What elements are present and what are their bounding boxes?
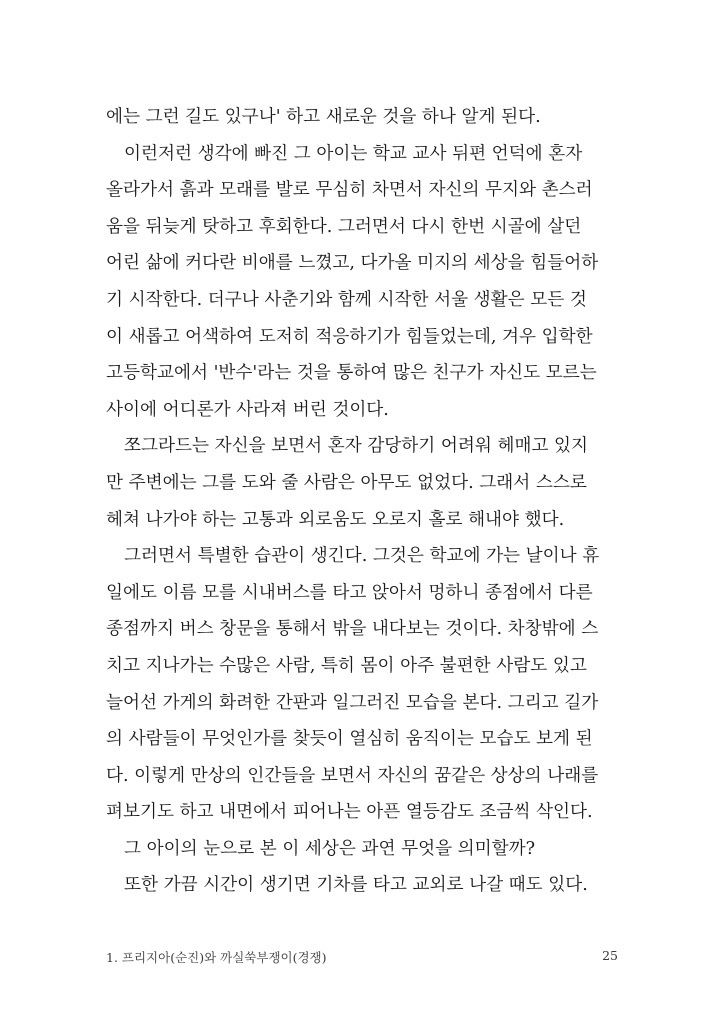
text-line: 에는 그런 길도 있구나' 하고 새로운 것을 하나 알게 된다. xyxy=(106,107,541,127)
text-line: 어린 삶에 커다란 비애를 느꼈고, 다가올 미지의 세상을 힘들어하 xyxy=(106,253,599,274)
text-line: 그 아이의 눈으로 본 이 세상은 과연 무엇을 의미할까? xyxy=(124,838,536,859)
page-footer xyxy=(106,948,622,968)
text-line: 늘어선 가게의 화려한 간판과 일그러진 모습을 본다. 그리고 길가 xyxy=(106,692,599,713)
text-line: 쪼그라드는 자신을 보면서 혼자 감당하기 어려워 헤매고 있지 xyxy=(124,436,589,457)
running-title: 1. 프리지아(순진)와 까실쑥부쟁이(경쟁) xyxy=(106,950,327,965)
text-line: 움을 뒤늦게 탓하고 후회한다. 그러면서 다시 한번 시골에 살던 xyxy=(106,216,582,237)
text-line: 사이에 어디론가 사라져 버린 것이다. xyxy=(106,399,389,420)
text-line: 이런저런 생각에 빠진 그 아이는 학교 교사 뒤편 언덕에 혼자 xyxy=(124,143,583,164)
text-line: 일에도 이름 모를 시내버스를 타고 앉아서 멍하니 종점에서 다른 xyxy=(106,582,593,603)
text-line: 다. 이렇게 만상의 인간들을 보면서 자신의 꿈같은 상상의 나래를 xyxy=(106,765,599,786)
page-number: 25 xyxy=(602,948,618,963)
text-line: 의 사람들이 무엇인가를 찾듯이 열심히 움직이는 모습도 보게 된 xyxy=(106,729,593,750)
text-line: 펴보기도 하고 내면에서 피어나는 아픈 열등감도 조금씩 삭인다. xyxy=(106,802,593,823)
body-text xyxy=(106,99,622,904)
text-line: 종점까지 버스 창문을 통해서 밖을 내다보는 것이다. 차창밖에 스 xyxy=(106,619,599,640)
text-line: 또한 가끔 시간이 생기면 기차를 타고 교외로 나갈 때도 있다. xyxy=(124,875,588,896)
text-line: 이 새롭고 어색하여 도저히 적응하기가 힘들었는데, 겨우 입학한 xyxy=(106,326,593,347)
text-line: 고등학교에서 '반수'라는 것을 통하여 많은 친구가 자신도 모르는 xyxy=(106,363,597,384)
text-line: 기 시작한다. 더구나 사춘기와 함께 시작한 서울 생활은 모든 것 xyxy=(106,289,587,310)
text-line: 올라가서 흙과 모래를 발로 무심히 차면서 자신의 무지와 촌스러 xyxy=(106,180,593,201)
text-line: 헤쳐 나가야 하는 고통과 외로움도 오로지 홀로 해내야 했다. xyxy=(106,509,565,530)
text-line: 그러면서 특별한 습관이 생긴다. 그것은 학교에 가는 날이나 휴 xyxy=(124,546,600,567)
text-line: 만 주변에는 그를 도와 줄 사람은 아무도 없었다. 그래서 스스로 xyxy=(106,472,587,493)
text-line: 치고 지나가는 수많은 사람, 특히 몸이 아주 불편한 사람도 있고 xyxy=(106,655,587,676)
